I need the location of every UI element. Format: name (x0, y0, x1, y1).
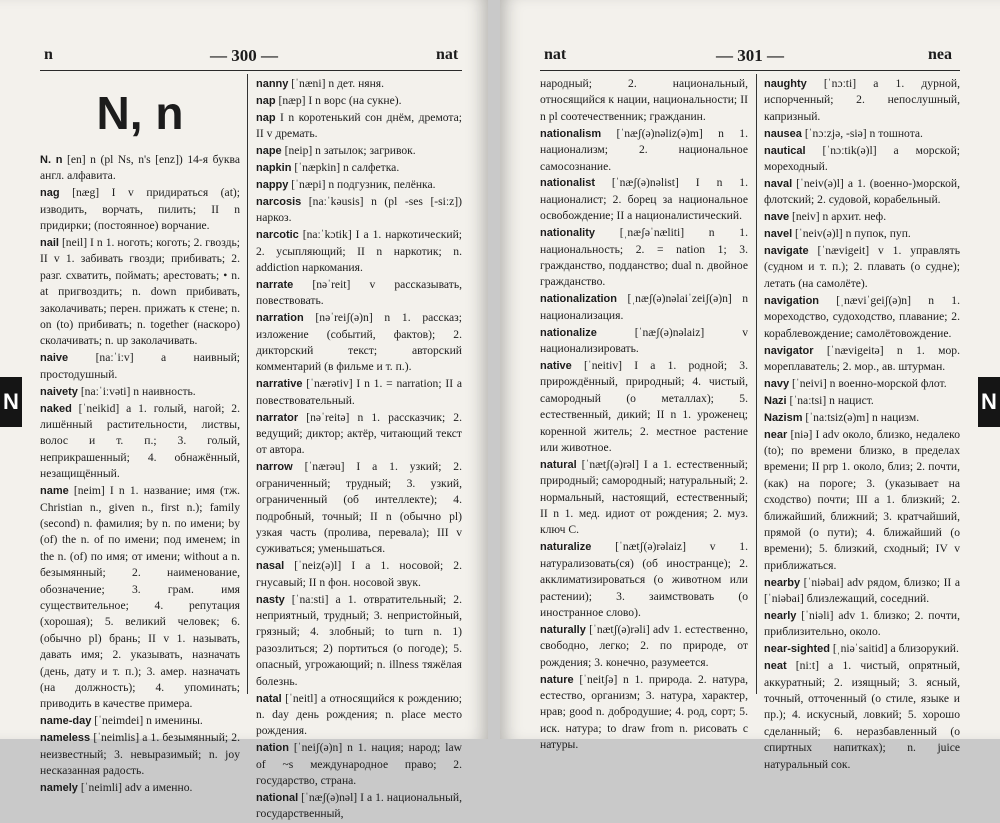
entry-headword: nearly (764, 610, 797, 622)
entry-headword: nanny (256, 78, 289, 90)
dictionary-entry (40, 152, 240, 185)
dictionary-entry (764, 293, 960, 342)
dictionary-entry (764, 658, 960, 773)
entry-definition: [niə] I adv около, близко, недалеко (to); по времени близко, в пределах времени; II prp 1. около, близ; 2. почти, (как) на пороге; 3. (указывает на сходство) почти; III a 1. близкий; 2. ближайший, ближний; 3. кратчайший, прямой (о пути); 4. ближайший (о времени); 5. близкий, сходный; IV v приближаться. (764, 427, 960, 572)
entry-definition: [ˈnɔːzjə, -siə] n тошнота. (801, 126, 923, 140)
dictionary-entry (764, 608, 960, 641)
entries-list (256, 76, 462, 823)
entry-definition: [neim] I n 1. название; имя (тж. Christian n., given n., first n.); family (second) n. фамилия; by n. по имени; by (of) the n. of по имени; под именем; in the n. (of) по имя; от имени; without a n. безымянный; 2. наименование, обозначение; 3. грам. имя существительное; 4. репутация (хорошая); 5. великий человек; 6. (обычно pl) брань; II v 1. называть, давать имя; 2. указывать, назначать (день, дату и т. п.); 3. амер. назначать (на должность); 4. упоминать; приводить в качестве примера. (40, 484, 240, 711)
entry-headword: naivety (40, 385, 78, 398)
dictionary-entry (764, 243, 960, 292)
dictionary-entry (256, 227, 462, 276)
entry-definition: [ˈnæpi] n подгузник, пелёнка. (288, 177, 436, 191)
entry-definition: [ˈnaːsti] a 1. отвратительный; 2. неприятный, трудный; 3. непристойный, грязный; 4. злобный; to turn n. 1) разозлиться; 2) портиться (о погоде); 5. опасный, угрожающий; n. illness тяжёлая болезнь. (256, 592, 462, 688)
dictionary-entry (40, 350, 240, 383)
entry-definition: [ˈneivi] n военно-морской флот. (789, 376, 947, 390)
dictionary-entry (764, 410, 960, 426)
entry-headword: nationality (540, 227, 596, 240)
section-letter: N, n (96, 87, 184, 139)
entry-definition: [en] n (pl Ns, n's [enz]) 14-я буква англ. алфавита. (40, 153, 240, 183)
entry-headword: nature (540, 673, 574, 686)
dictionary-entry (256, 310, 462, 376)
left-header-word-right: nat (436, 46, 459, 63)
entry-definition: [ˈnaːtsiz(ə)m] n нацизм. (802, 410, 920, 424)
dictionary-entry (540, 457, 748, 539)
dictionary-entry (40, 235, 240, 350)
left-header-rule (40, 70, 462, 71)
entry-headword: nag (40, 187, 60, 200)
entry-headword: name-day (40, 715, 92, 728)
dictionary-entry (256, 143, 462, 159)
entry-headword: narration (256, 312, 304, 325)
entry-definition: [ˈnæʃ(ə)nəlaiz] v национализировать. (540, 325, 748, 355)
thumb-index-tab: N (978, 377, 1000, 427)
dictionary-entry (540, 539, 748, 621)
entry-headword: napkin (256, 162, 292, 175)
entry-definition: I n коротенький сон днём, дремота; II v дремать. (256, 110, 462, 141)
entry-definition: [ˈneiv(ə)l] a 1. (военно-)морской, флотский; 2. судовой, корабельный. (764, 176, 960, 207)
entry-definition: [naːˈiːv] a наивный; простодушный. (40, 351, 240, 381)
dictionary-entry (540, 672, 748, 754)
entry-headword: nasty (256, 593, 285, 606)
entry-definition: [ˈnaːtsi] n нацист. (786, 393, 874, 407)
dictionary-entry (256, 76, 462, 92)
entry-definition: [ˈneiv(ə)l] n пупок, пуп. (792, 227, 911, 241)
dictionary-entry (40, 384, 240, 400)
entry-headword: naturally (540, 623, 586, 636)
entry-definition: [ˌniəˈsaitid] a близорукий. (830, 642, 959, 656)
entry-headword: navel (764, 228, 793, 241)
entry-headword: narrative (256, 378, 303, 391)
entry-definition: [ˈnætʃ(ə)rəli] adv 1. естественно, свободно, легко; 2. по природе, от рождения; 3. конечно, разумеется. (540, 622, 748, 669)
entry-headword: narrate (256, 278, 294, 291)
entry-headword: near (764, 428, 788, 441)
entry-definition: [ˈniəli] adv 1. близко; 2. почти, приблизительно, около. (764, 609, 960, 639)
dictionary-entry (540, 126, 748, 175)
entry-definition: [ˈnæʃ(ə)nəl] I a 1. национальный, государственный, (256, 790, 462, 821)
right-header-rule (540, 70, 960, 71)
left-page (0, 0, 488, 821)
entry-definition: [ˈneiʃ(ə)n] n 1. нация; народ; law of ~s международное право; 2. государство, страна. (256, 741, 462, 788)
entry-headword: nap (256, 94, 276, 107)
entry-headword: nation (256, 742, 289, 755)
entry-headword: name (40, 485, 69, 498)
dictionary-entry (256, 558, 462, 591)
dictionary-entry (540, 291, 748, 324)
entry-headword: nasal (256, 560, 285, 573)
dictionary-entry (764, 76, 960, 125)
entry-headword: navy (764, 377, 790, 390)
dictionary-entry (40, 780, 240, 796)
left-column-2 (256, 76, 462, 821)
dictionary-entry (256, 194, 462, 227)
dictionary-entry (764, 143, 960, 176)
entry-headword: natural (540, 458, 577, 471)
left-column-1 (40, 76, 240, 794)
dictionary-entry (540, 225, 748, 291)
entry-headword: nautical (764, 144, 806, 157)
dictionary-entry (764, 176, 960, 209)
left-page-header (0, 44, 488, 70)
right-header-word-right: nea (928, 46, 952, 63)
entry-definition: [ˈneimdei] n именины. (91, 714, 203, 728)
entry-definition: [ˈneikid] a 1. голый, нагой; 2. лишённый растительности, листвы, волос и т. п.; 3. голый, неприкрашенный; 4. обнажённый, незащищённый. (40, 401, 240, 481)
entry-headword: nap (256, 111, 276, 124)
dictionary-entry (256, 177, 462, 193)
entry-definition: [nəˈreit] v рассказывать, повествовать. (256, 277, 462, 308)
left-header-word: n (44, 46, 53, 63)
dictionary-entry (764, 393, 960, 409)
entry-headword: naked (40, 402, 72, 415)
dictionary-entry (764, 376, 960, 392)
dictionary-entry (40, 401, 240, 483)
entry-headword: narcotic (256, 229, 299, 242)
dictionary-entry (256, 110, 462, 143)
entry-definition: [neip] n затылок; загривок. (281, 144, 416, 158)
right-page-number: — 301 — (716, 46, 784, 65)
entry-definition: [ˌnæʃəˈnæliti] n 1. национальность; 2. = nation 1; 3. гражданство, подданство; dual n. двойное гражданство. (540, 226, 748, 289)
entry-headword: nausea (764, 127, 802, 140)
dictionary-entry (764, 575, 960, 608)
column-divider (756, 74, 757, 694)
entry-headword: narcosis (256, 195, 302, 208)
dictionary-entry (764, 641, 960, 657)
entry-definition: [ˈnɔːtik(ə)l] a морской; мореходный. (764, 143, 960, 174)
entry-definition: [ˈnæʃ(ə)nəlist] I n 1. националист; 2. борец за национальное освобождение; II a националистический. (540, 176, 748, 223)
entry-definition: [ˈnærətiv] I n 1. = narration; II a повествовательный. (256, 377, 462, 407)
dictionary-entry (40, 730, 240, 779)
right-page (500, 0, 1000, 771)
dictionary-entry (256, 93, 462, 109)
entry-headword: nationalization (540, 293, 617, 306)
entry-headword: near-sighted (764, 643, 831, 656)
entry-definition: [ˈnæpkin] n салфетка. (291, 161, 400, 175)
entry-headword: Nazi (764, 394, 787, 407)
entry-headword: nameless (40, 732, 91, 745)
entry-definition: [ˈnæni] n дет. няня. (288, 77, 385, 90)
left-page-number: — 300 — (210, 46, 278, 65)
entry-definition: [ˈneiz(ə)l] I a 1. носовой; 2. гнусавый; II n фон. носовой звук. (256, 559, 462, 589)
dictionary-entry (540, 622, 748, 671)
entry-definition: [niːt] a 1. чистый, опрятный, аккуратный; 2. изящный; 3. ясный, точный, отточенный (о стиле, языке и пр.); 4. искусный, ловкий; 5. хорошо сделанный; 6. неразбавленный (о спиртных напитках); n. juice натуральный сок. (764, 659, 960, 771)
right-column-1 (540, 76, 748, 752)
entry-headword: nape (256, 145, 282, 158)
entry-headword: native (540, 359, 572, 372)
dictionary-entry (256, 459, 462, 557)
entry-definition: [ˌnæʃ(ə)nəlaiˈzeiʃ(ə)n] n национализация. (540, 292, 748, 322)
entry-definition: [naːˈkəusis] n (pl -ses [-siːz]) наркоз. (256, 194, 462, 225)
dictionary-entry (540, 175, 748, 224)
dictionary-entry (256, 277, 462, 310)
entry-definition: [ˈnærəu] I a 1. узкий; 2. ограниченный; трудный; 3. узкий, ограниченный (об интеллекте); 4. подробный, точный; II n (обычно pl) узкая часть (пролива, перевала); III v суживаться; уменьшаться. (256, 460, 462, 556)
entry-definition: [neiv] n архит. неф. (789, 210, 887, 224)
entry-headword: naive (40, 352, 69, 365)
entry-definition: [ˈnævigeitə] n 1. мор. мореплаватель; 2. мор., ав. штурман. (764, 343, 960, 373)
entry-definition: [naːˈkɔtik] I a 1. наркотический; 2. усыпляющий; II n наркотик; n. addiction наркомания. (256, 228, 462, 274)
dictionary-entry (256, 160, 462, 176)
dictionary-entry (540, 76, 748, 125)
dictionary-entry (40, 713, 240, 729)
column-divider (247, 74, 248, 694)
entry-headword: natal (256, 692, 282, 705)
entry-definition: [ˈnɔːti] a 1. дурной, испорченный; 2. непослушный, капризный. (764, 77, 960, 123)
entry-headword: navigation (764, 294, 820, 307)
entry-definition: [næg] I v придираться (at); изводить, ворчать, пилить; II n придирки; (постоянное) ворчание. (40, 186, 240, 233)
entry-headword: naval (764, 177, 793, 190)
entry-definition: [ˈniəbai] adv рядом, близко; II a [ˈniəbai] близлежащий, соседний. (764, 575, 960, 606)
dictionary-entry (540, 325, 748, 358)
dictionary-entry (764, 126, 960, 142)
dictionary-entry (540, 358, 748, 456)
entry-headword: narrator (256, 411, 299, 424)
entry-headword: nave (764, 211, 790, 224)
entry-definition: [ˈneimlis] a 1. безымянный; 2. неизвестный; 3. невыразимый; n. joy несказанная радость. (40, 731, 240, 778)
entry-headword: nationalist (540, 177, 596, 190)
dictionary-entry (256, 691, 462, 740)
entry-headword: nearby (764, 576, 801, 589)
right-header-word: nat (544, 46, 567, 63)
entry-definition: [ˈnætʃ(ə)rəl] I a 1. естественный; природный; самородный; натуральный; 2. нормальный, настоящий, естественный; II n 1. мед. идиот от рождения; 2. муз. ключ С. (540, 457, 748, 537)
entry-definition: [ˈneitʃə] n 1. природа. 2. натура, естество, организм; 3. натура, характер, нрав; good n. добродушие; 4. род, сорт; 5. иск. натура; to draw from n. рисовать с натуры. (540, 672, 748, 752)
entries-list (540, 76, 748, 754)
entry-headword: nationalize (540, 326, 597, 339)
dictionary-entry (256, 740, 462, 789)
entries-list (40, 152, 240, 796)
dictionary-entry (256, 376, 462, 409)
entry-definition: [ˈnævigeit] v 1. управлять (судном и т. п.); 2. плавать (о судне); летать (на самолёте). (764, 244, 960, 290)
entry-definition: [ˈneitiv] I a 1. родной; 3. прирождённый, природный; 4. чистый, самородный (о металлах); 5. естественный, дикий; II n 1. уроженец; коренной житель; 2. местное растение или животное. (540, 358, 748, 454)
entry-definition: [næp] I n ворс (на сукне). (275, 93, 402, 107)
dictionary-entry (256, 790, 462, 823)
entry-headword: nappy (256, 178, 289, 191)
entry-headword: national (256, 791, 299, 804)
entry-headword: narrow (256, 461, 293, 474)
entry-definition: [nəˈreiʃ(ə)n] n 1. рассказ; изложение (событий, фактов); 2. дикторский текст; авторский комментарий (в фильме и т. п.). (256, 311, 462, 374)
entry-headword: nail (40, 237, 59, 250)
entry-definition: [ˌnæviˈgeiʃ(ə)n] n 1. мореходство, судоходство, плавание; 2. кораблевождение; самолётовождение. (764, 293, 960, 340)
dictionary-entry (764, 343, 960, 376)
entry-headword: N. n (40, 154, 63, 166)
entry-definition: [ˈnæʃ(ə)nəliz(ə)m] n 1. национализм; 2. национальное самосознание. (540, 126, 748, 173)
right-column-2 (764, 76, 960, 771)
dictionary-entry (256, 592, 462, 690)
entry-definition: [nəˈreitə] n 1. рассказчик; 2. ведущий; диктор; актёр, читающий текст от автора. (256, 410, 462, 457)
dictionary-entry (40, 483, 240, 713)
dictionary-entry (764, 427, 960, 575)
dictionary-entry (764, 209, 960, 225)
entry-headword: naughty (764, 78, 807, 90)
entry-headword: navigate (764, 245, 809, 258)
entry-definition: [ˈneitl] a относящийся к рождению; n. day день рождения; n. place место рождения. (256, 691, 462, 738)
thumb-index-tab: N (0, 377, 22, 427)
entry-headword: neat (764, 660, 787, 673)
entry-definition: народный; 2. национальный, относящийся к нации, национальности; II n pl соотечественник; гражданин. (540, 77, 748, 123)
entry-definition: [ˈneimli] adv а именно. (77, 780, 193, 794)
right-page-header (500, 44, 1000, 70)
entry-headword: Nazism (764, 411, 803, 424)
dictionary-entry (40, 185, 240, 234)
entry-headword: namely (40, 781, 78, 794)
entry-definition: [ˈnætʃ(ə)rəlaiz] v 1. натурализовать(ся) (об иностранце); 2. акклиматизироваться (о животном или растении); 3. заимствовать (о иностранное слово). (540, 540, 748, 619)
entry-headword: naturalize (540, 541, 592, 554)
dictionary-entry (256, 410, 462, 459)
entry-definition: [neil] I n 1. ноготь; коготь; 2. гвоздь; II v 1. забивать гвозди; прибивать; 2. разг. схватить, поймать; арестовать; • n. at пригвоздить; n. down прибивать, заколачивать; перен. прижать к стене; n. on (to) прибивать; n. together (наскоро) сколачивать; n. up заколачивать. (40, 236, 240, 348)
entry-headword: navigator (764, 344, 814, 357)
entry-definition: [naːˈiːvəti] n наивность. (77, 384, 196, 398)
dictionary-entry (764, 226, 960, 242)
entries-list (764, 76, 960, 773)
entry-headword: nationalism (540, 127, 602, 140)
